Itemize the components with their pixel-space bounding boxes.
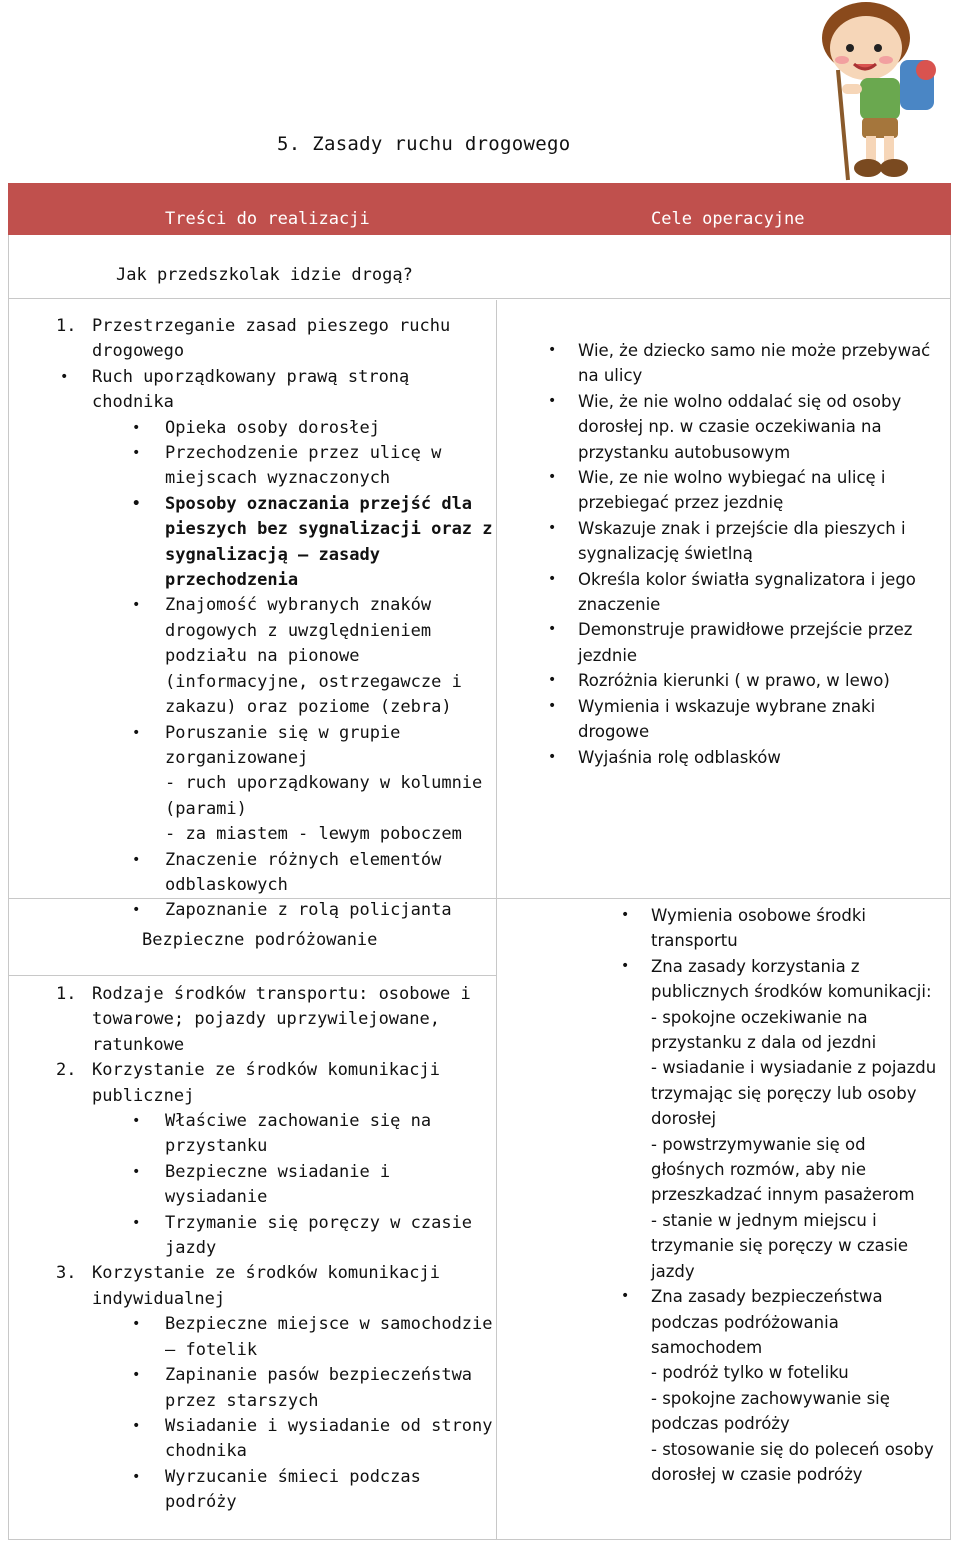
- section-heading-travel: Bezpieczne podróżowanie: [142, 930, 378, 950]
- item-title: Przestrzeganie zasad pieszego ruchu drogowego: [92, 316, 451, 362]
- list-item: • Wie, ze nie wolno wybiegać na ulicę i przebiegać przez jezdnię: [508, 465, 948, 516]
- list-item: • Wie, że nie wolno oddalać się od osoby dorosłej np. w czasie oczekiwania na przystanku autobusowym: [508, 389, 948, 465]
- page-title: 5. Zasady ruchu drogowego: [277, 133, 571, 155]
- list-item: • Znaczenie różnych elementów odblaskowych: [14, 848, 494, 899]
- header-contents: Treści do realizacji: [165, 209, 370, 229]
- list-item: • Wyjaśnia rolę odblasków: [508, 745, 948, 770]
- list-item: • Określa kolor światła sygnalizatora i jego znaczenie: [508, 567, 948, 618]
- list-item: • Zna zasady korzystania z publicznych środków komunikacji:: [581, 954, 943, 1005]
- list-item: • Zna zasady bezpieczeństwa podczas podróżowania samochodem: [581, 1284, 943, 1360]
- list-item: • Demonstruje prawidłowe przejście przez jezdnie: [508, 617, 948, 668]
- list-subline: - stosowanie się do poleceń osoby dorosłej w czasie podróży: [651, 1439, 934, 1484]
- header-goals: Cele operacyjne: [651, 209, 805, 229]
- item-title: Korzystanie ze środków komunikacji publicznej: [92, 1060, 440, 1106]
- list-subline: - spokojne zachowywanie się podczas podróży: [651, 1388, 890, 1434]
- list-item: • Wymienia osobowe środki transportu: [581, 903, 943, 954]
- list-subline: - ruch uporządkowany w kolumnie (parami): [165, 773, 483, 819]
- list-subline: - powstrzymywanie się od głośnych rozmów, aby nie przeszkadzać innym pasażerom: [651, 1134, 915, 1205]
- numbered-item: [14, 1058, 494, 1109]
- section2-contents: [14, 982, 494, 1516]
- row-divider: [8, 975, 496, 976]
- list-item: • Ruch uporządkowany prawą stroną chodnika: [14, 365, 494, 416]
- numbered-item: [14, 982, 494, 1058]
- list-item: • Wyrzucanie śmieci podczas podróży: [14, 1465, 494, 1516]
- item-number: 3.: [56, 1263, 77, 1284]
- section-heading-walking: Jak przedszkolak idzie drogą?: [116, 265, 413, 285]
- numbered-item: [14, 314, 494, 365]
- list-item: • Bezpieczne miejsce w samochodzie – fotelik: [14, 1312, 494, 1363]
- list-item: • Przechodzenie przez ulicę w miejscach wyznaczonych: [14, 441, 494, 492]
- list-subline: - za miastem - lewym poboczem: [165, 824, 462, 845]
- list-item: • Rozróżnia kierunki ( w prawo, w lewo): [508, 668, 948, 693]
- hiking-boy-illustration: [808, 0, 958, 185]
- list-item: • Opieka osoby dorosłej: [14, 416, 494, 441]
- numbered-item: [14, 1261, 494, 1312]
- section2-goals: [581, 903, 943, 1487]
- column-divider: [496, 300, 497, 1540]
- list-item: • Zapoznanie z rolą policjanta: [14, 898, 494, 923]
- item-title: Korzystanie ze środków komunikacji indywidualnej: [92, 1263, 440, 1309]
- list-item: • Poruszanie się w grupie zorganizowanej: [14, 721, 494, 772]
- list-item: • Zapinanie pasów bezpieczeństwa przez starszych: [14, 1363, 494, 1414]
- list-item: • Wymienia i wskazuje wybrane znaki drogowe: [508, 694, 948, 745]
- list-item: • Właściwe zachowanie się na przystanku: [14, 1109, 494, 1160]
- table-header: [8, 183, 951, 235]
- row-divider: [8, 298, 951, 299]
- item-number: 1.: [56, 316, 77, 336]
- section1-goals: [508, 338, 948, 770]
- table-border-left: [8, 235, 9, 1540]
- section1-contents: [14, 314, 494, 924]
- item-number: 2.: [56, 1060, 77, 1081]
- table-border-right: [950, 235, 951, 1540]
- list-item: • Trzymanie się poręczy w czasie jazdy: [14, 1211, 494, 1262]
- table-border-bottom: [8, 1539, 951, 1540]
- list-subline: - podróż tylko w foteliku: [651, 1363, 849, 1383]
- list-item: • Znajomość wybranych znaków drogowych z uwzględnieniem podziału na pionowe (informacyjne, ostrzegawcze i zakazu) oraz poziome (zebra): [14, 593, 494, 720]
- list-subline: - stanie w jednym miejscu i trzymanie się poręczy w czasie jazdy: [651, 1210, 909, 1281]
- list-item: • Wskazuje znak i przejście dla pieszych i sygnalizację świetlną: [508, 516, 948, 567]
- list-subline: - spokojne oczekiwanie na przystanku z dala od jezdni: [651, 1007, 877, 1053]
- item-number: 1.: [56, 984, 77, 1004]
- list-subline: - wsiadanie i wysiadanie z pojazdu trzymając się poręczy lub osoby dorosłej: [651, 1058, 937, 1129]
- list-item: • Sposoby oznaczania przejść dla pieszych bez sygnalizacji oraz z sygnalizacją – zasady przechodzenia: [14, 492, 494, 594]
- list-item: • Bezpieczne wsiadanie i wysiadanie: [14, 1160, 494, 1211]
- item-title: Rodzaje środków transportu: osobowe i towarowe; pojazdy uprzywilejowane, ratunkowe: [92, 984, 471, 1055]
- list-item: • Wie, że dziecko samo nie może przebywać na ulicy: [508, 338, 948, 389]
- list-item: • Wsiadanie i wysiadanie od strony chodnika: [14, 1414, 494, 1465]
